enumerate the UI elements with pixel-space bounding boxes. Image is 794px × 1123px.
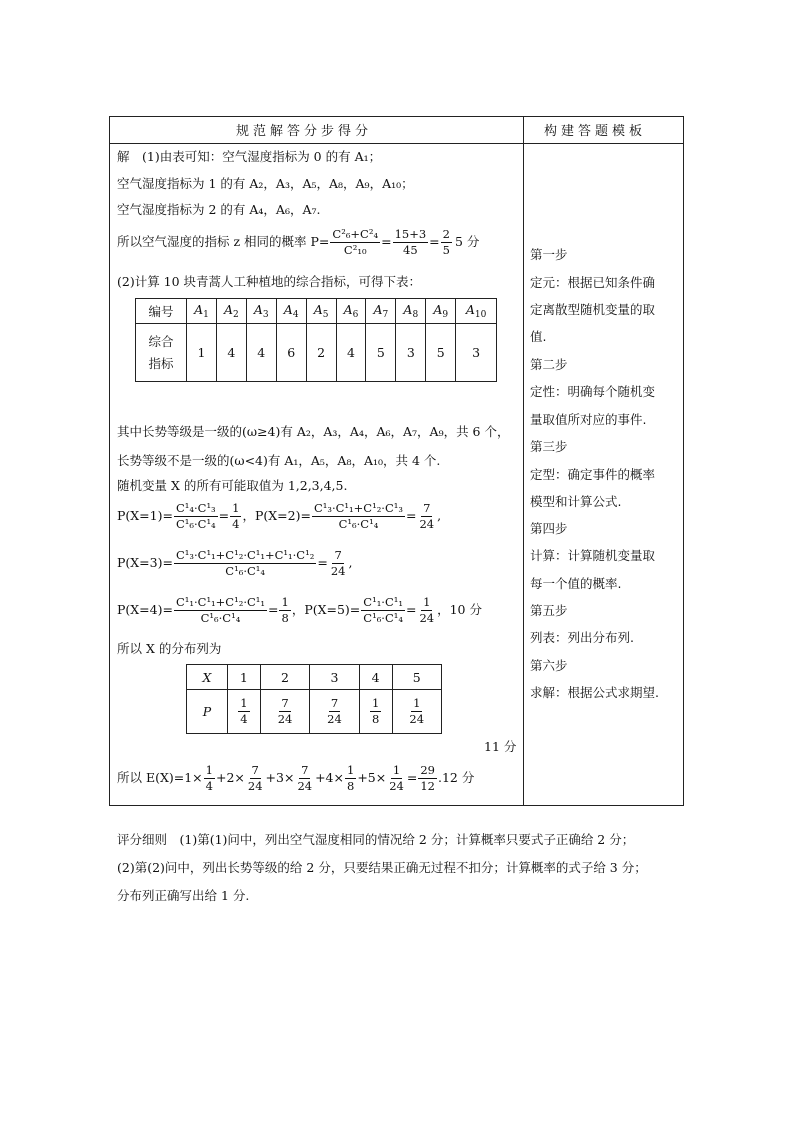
distribution-x-value: 3: [310, 665, 359, 690]
distribution-x-value: 1: [228, 665, 261, 690]
step-5-line: 列表：列出分布列.: [530, 630, 634, 645]
level-line-2: 长势等级不是一级的(ω<4)有 A₁，A₅，A₈，A₁₀，共 4 个.: [117, 453, 441, 468]
ex-term: $\frac{1}{4}$: [205, 763, 213, 794]
solution-line-3: 空气湿度指标为 2 的有 A₄，A₆，A₇.: [117, 202, 321, 217]
index-value-cell: 4: [336, 324, 366, 382]
ex-term: $\frac{1}{8}$: [346, 763, 355, 794]
probability-fraction-3: $\frac{2}{5}$: [442, 227, 450, 258]
column-divider: [523, 116, 524, 806]
solution-line-2: 空气湿度指标为 1 的有 A₂，A₃，A₅，A₈，A₉，A₁₀；: [117, 176, 414, 191]
step-1-line: 定离散型随机变量的取: [530, 302, 656, 317]
distribution-x-label: X: [187, 665, 228, 690]
probability-fraction-2: $\frac{15+3}{45}$: [394, 227, 427, 258]
index-id-cell: $A_7$: [366, 299, 396, 324]
step-5-title: 第五步: [530, 603, 568, 618]
index-id-cell: $A_4$: [276, 299, 306, 324]
index-value-cell: 6: [276, 324, 306, 382]
step-1-title: 第一步: [530, 247, 568, 262]
p4-result: $\frac{1}{8}$: [281, 595, 289, 626]
distribution-p-value: $\frac{7}{24}$: [310, 690, 359, 734]
scoring-line-1: 评分细则 (1)第(1)问中，列出空气湿度相同的情况给 2 分；计算概率只要式子正确给 2 分；: [117, 832, 635, 847]
probability-score: 5 分: [454, 234, 480, 250]
ex-result: $\frac{29}{12}$: [420, 763, 435, 794]
solution-line-1: 解 (1)由表可知：空气湿度指标为 0 的有 A₁；: [117, 149, 382, 164]
index-value-cell: 1: [187, 324, 217, 382]
step-1-line: 定元：根据已知条件确: [530, 275, 656, 290]
expectation-formula: 所以 E(X)=1× $\frac{1}{4}$ +2× $\frac{7}{24}$ +3× $\frac{7}{24}$ +4× $\frac{1}{8}$ +5× $\frac{1}{24}$ = $\frac{29}{12}$ .12 分: [117, 763, 475, 794]
p1-fraction: $\frac{\text{C¹₄·C¹₃}}{\text{C¹₆·C¹₄}}$: [175, 501, 216, 532]
step-1-line: 值.: [530, 329, 547, 344]
index-value-cell: 2: [306, 324, 336, 382]
index-value-cell: 5: [426, 324, 456, 382]
index-row-label: 综合 指标: [136, 324, 187, 382]
index-table-header-row: [136, 299, 497, 324]
step-2-title: 第二步: [530, 357, 568, 372]
index-id-cell: $A_6$: [336, 299, 366, 324]
p3-fraction: $\frac{\text{C¹₃·C¹₁+C¹₂·C¹₁+C¹₁·C¹₂}}{\text{C¹₆·C¹₄}}$: [175, 548, 315, 579]
p5-fraction: $\frac{\text{C¹₁·C¹₁}}{\text{C¹₆·C¹₄}}$: [363, 595, 403, 626]
distribution-p-value: $\frac{1}{8}$: [359, 690, 392, 734]
part2-intro: (2)计算 10 块青蒿人工种植地的综合指标，可得下表：: [117, 274, 422, 289]
p2-result: $\frac{7}{24}$: [419, 501, 435, 532]
step-4-title: 第四步: [530, 521, 568, 536]
level-line-1: 其中长势等级是一级的(ω≥4)有 A₂，A₃，A₄，A₆，A₇，A₉，共 6 个，: [117, 424, 510, 439]
index-table-value-row: [136, 324, 497, 382]
index-value-cell: 4: [246, 324, 276, 382]
left-column-header: 规范解答分步得分: [236, 124, 373, 139]
index-header-label: 编号: [136, 299, 187, 324]
distribution-p-value: $\frac{7}{24}$: [260, 690, 309, 734]
index-value-cell: 3: [396, 324, 426, 382]
step-4-line: 计算：计算随机变量取: [530, 548, 656, 563]
step-3-title: 第三步: [530, 439, 568, 454]
distribution-intro: 所以 X 的分布列为: [117, 641, 222, 656]
index-id-cell: $A_5$: [306, 299, 336, 324]
scoring-line-3: 分布列正确写出给 1 分.: [117, 888, 250, 903]
index-id-cell: $A_3$: [246, 299, 276, 324]
probability-intro: 所以空气湿度的指标 z 相同的概率 P=: [117, 234, 330, 250]
p2-fraction: $\frac{\text{C¹₃·C¹₁+C¹₂·C¹₃}}{\text{C¹₆·C¹₄}}$: [313, 501, 403, 532]
p3-result: $\frac{7}{24}$: [330, 548, 346, 579]
p4-fraction: $\frac{\text{C¹₁·C¹₁+C¹₂·C¹₁}}{\text{C¹₆·C¹₄}}$: [175, 595, 265, 626]
index-id-cell: $A_1$: [187, 299, 217, 324]
index-value-cell: 4: [216, 324, 246, 382]
score-11: 11 分: [484, 739, 517, 754]
p5-result: $\frac{1}{24}$: [419, 595, 435, 626]
distribution-p-value: $\frac{1}{24}$: [392, 690, 442, 734]
step-6-line: 求解：根据公式求期望.: [530, 685, 659, 700]
step-2-line: 量取值所对应的事件.: [530, 412, 647, 427]
p1-result: $\frac{1}{4}$: [232, 501, 240, 532]
index-id-cell: $A_2$: [216, 299, 246, 324]
distribution-p-row: [187, 690, 442, 734]
index-id-cell: $A_{10}$: [456, 299, 497, 324]
probability-fraction-1: $\frac{\text{C²₆+C²₄}}{\text{C²₁₀}}$: [332, 227, 379, 258]
step-2-line: 定性：明确每个随机变: [530, 384, 656, 399]
random-variable-line: 随机变量 X 的所有可能取值为 1,2,3,4,5.: [117, 478, 348, 493]
probability-x1-x2: P(X=1)= $\frac{\text{C¹₄·C¹₃}}{\text{C¹₆·C¹₄}}$ = $\frac{1}{4}$ ，P(X=2)= $\frac{\text{C¹₃·C¹₁+C¹₂·C¹₃}}{\text{C¹₆·C¹₄}}$ = $\frac{7}{24}$ ,: [117, 501, 442, 532]
probability-x4-x5: P(X=4)= $\frac{\text{C¹₁·C¹₁+C¹₂·C¹₁}}{\text{C¹₆·C¹₄}}$ = $\frac{1}{8}$ ，P(X=5)= $\frac{\text{C¹₁·C¹₁}}{\text{C¹₆·C¹₄}}$ = $\frac{1}{24}$ ，10 分: [117, 595, 482, 626]
ex-term: $\frac{1}{24}$: [389, 763, 404, 794]
index-value-cell: 3: [456, 324, 497, 382]
index-id-cell: $A_9$: [426, 299, 456, 324]
distribution-x-row: [187, 665, 442, 690]
probability-x3: P(X=3)= $\frac{\text{C¹₃·C¹₁+C¹₂·C¹₁+C¹₁·C¹₂}}{\text{C¹₆·C¹₄}}$ = $\frac{7}{24}$ ,: [117, 548, 353, 579]
ex-term: $\frac{7}{24}$: [297, 763, 313, 794]
distribution-x-value: 5: [392, 665, 442, 690]
distribution-p-label: P: [187, 690, 228, 734]
distribution-table: [186, 664, 442, 734]
step-3-line: 定型：确定事件的概率: [530, 467, 656, 482]
step-4-line: 每一个值的概率.: [530, 576, 622, 591]
header-divider: [109, 143, 684, 144]
composite-index-table: [135, 298, 497, 382]
probability-formula: 所以空气湿度的指标 z 相同的概率 P= $\frac{\text{C²₆+C²₄}}{\text{C²₁₀}}$ = $\frac{15+3}{45}$ = $\frac{2}{5}$ 5 分: [117, 227, 480, 258]
distribution-x-value: 2: [260, 665, 309, 690]
distribution-p-value: $\frac{1}{4}$: [228, 690, 261, 734]
scoring-line-2: (2)第(2)问中，列出长势等级的给 2 分，只要结果正确无过程不扣分；计算概率的式子给 3 分；: [117, 860, 647, 875]
step-3-line: 模型和计算公式.: [530, 494, 622, 509]
ex-term: $\frac{7}{24}$: [247, 763, 263, 794]
distribution-x-value: 4: [359, 665, 392, 690]
index-value-cell: 5: [366, 324, 396, 382]
step-6-title: 第六步: [530, 658, 568, 673]
index-id-cell: $A_8$: [396, 299, 426, 324]
right-column-header: 构建答题模板: [544, 124, 647, 139]
